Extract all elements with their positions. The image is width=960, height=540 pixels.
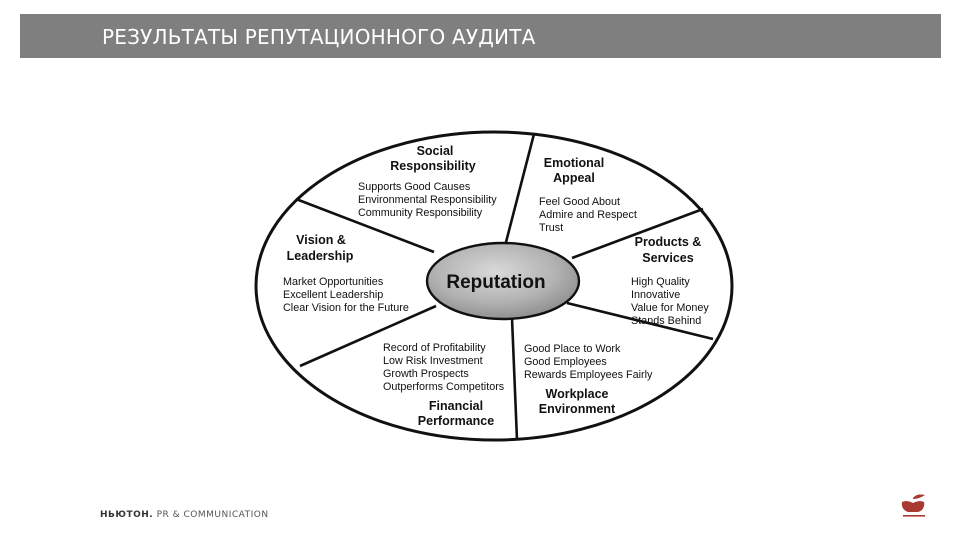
sector-item: Clear Vision for the Future xyxy=(283,302,409,314)
divider-top xyxy=(505,134,534,246)
sector-title: Emotional xyxy=(543,156,605,170)
footer-brand xyxy=(100,510,269,520)
sector-item: Rewards Employees Fairly xyxy=(524,369,653,381)
center-label: Reputation xyxy=(446,272,546,293)
sector-products-services xyxy=(631,235,709,327)
divider-bottom xyxy=(512,318,517,440)
apple-logo-icon xyxy=(898,492,928,522)
sector-title: Appeal xyxy=(553,171,595,185)
sector-item: Growth Prospects xyxy=(383,368,469,380)
sector-item: Value for Money xyxy=(631,302,709,314)
footer-brand-rest: PR & COMMUNICATION xyxy=(153,510,269,520)
sector-title: Services xyxy=(642,251,694,265)
sector-title: Products & xyxy=(634,235,702,249)
sector-title: Social xyxy=(416,144,454,158)
sector-item: High Quality xyxy=(631,276,690,288)
sector-item: Community Responsibility xyxy=(358,207,483,219)
sector-item: Innovative xyxy=(631,289,681,301)
sector-item: Admire and Respect xyxy=(539,209,637,221)
sector-item: Trust xyxy=(539,222,564,234)
sector-workplace-environment xyxy=(524,343,653,416)
sector-title: Leadership xyxy=(286,249,354,263)
sector-item: Supports Good Causes xyxy=(358,181,471,193)
sector-item: Excellent Leadership xyxy=(283,289,384,301)
sector-social-responsibility xyxy=(358,144,497,219)
sector-item: Outperforms Competitors xyxy=(383,381,505,393)
sector-item: Environmental Responsibility xyxy=(358,194,497,206)
sector-title: Vision & xyxy=(296,233,346,247)
sector-item: Stands Behind xyxy=(631,315,702,327)
sector-item: Low Risk Investment xyxy=(383,355,483,367)
sector-item: Market Opportunities xyxy=(283,276,384,288)
sector-item: Good Employees xyxy=(524,356,607,368)
sector-title: Financial xyxy=(428,399,484,413)
sector-title: Performance xyxy=(417,414,495,428)
sector-title: Workplace xyxy=(545,387,609,401)
sector-item: Feel Good About xyxy=(539,196,621,208)
sector-title: Responsibility xyxy=(390,159,476,173)
sector-emotional-appeal xyxy=(539,156,637,234)
sector-vision-leadership xyxy=(283,233,409,314)
sector-financial-performance xyxy=(383,342,505,428)
sector-item: Record of Profitability xyxy=(383,342,486,354)
sector-item: Good Place to Work xyxy=(524,343,621,355)
footer-brand-bold: НЬЮТОН. xyxy=(100,510,154,520)
page-title: РЕЗУЛЬТАТЫ РЕПУТАЦИОННОГО АУДИТА xyxy=(102,25,536,49)
sector-title: Environment xyxy=(538,402,616,416)
